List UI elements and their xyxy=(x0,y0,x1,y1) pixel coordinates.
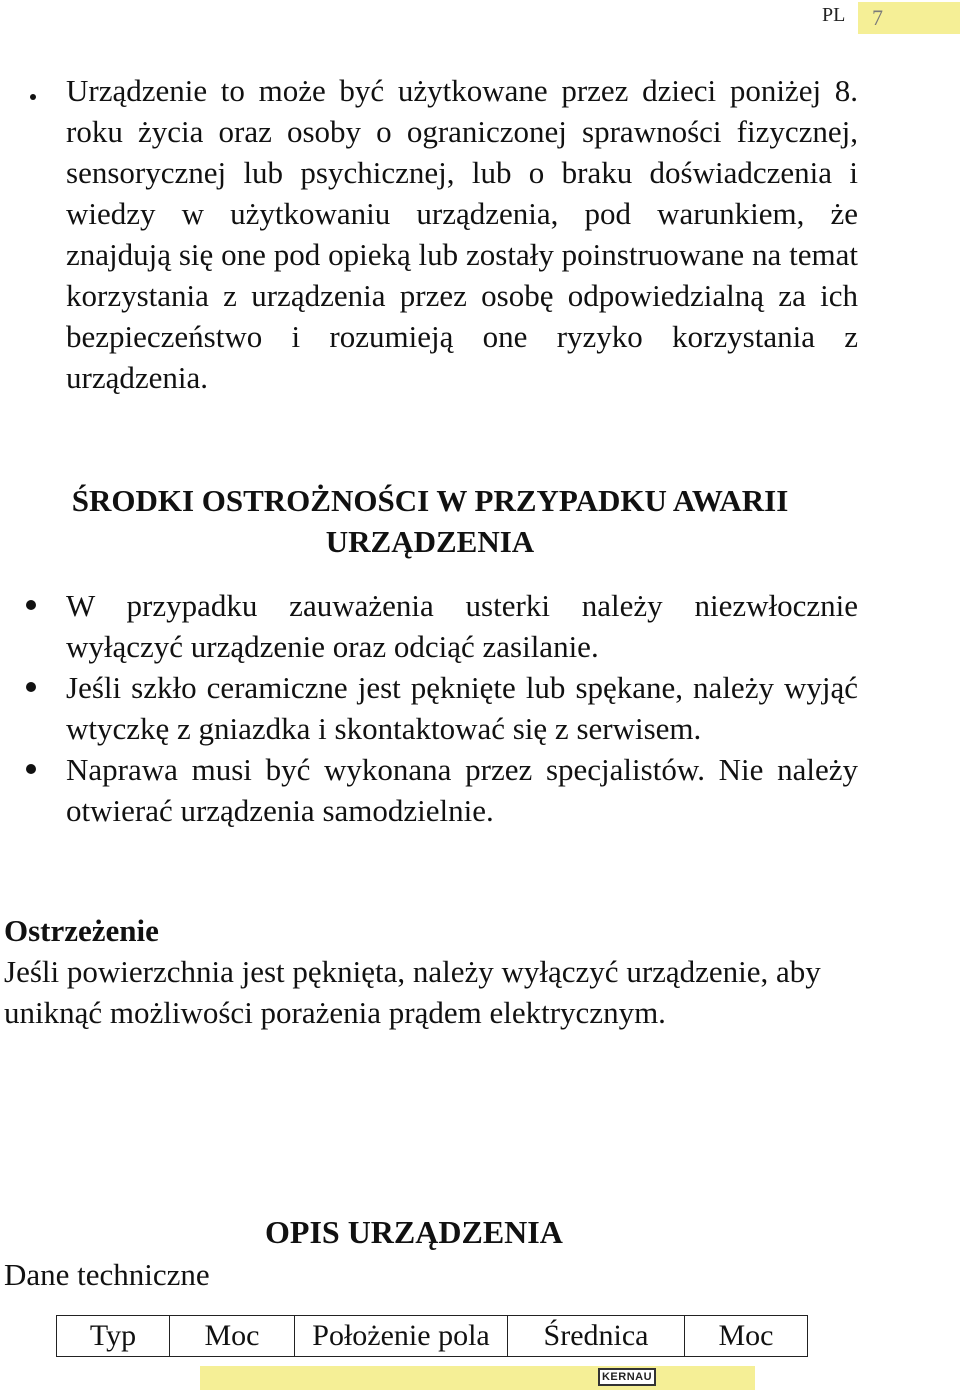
page-number: 7 xyxy=(858,2,960,34)
table-header-cell: Typ xyxy=(57,1316,170,1357)
page-language: PL xyxy=(822,4,846,26)
warning-text: Jeśli powierzchnia jest pęknięta, należy wyłączyć urządzenie, aby uniknąć możliwości porażenia prądem elektrycznym. xyxy=(4,954,821,1030)
bullet-icon xyxy=(26,764,36,774)
intro-paragraph: Urządzenie to może być użytkowane przez dzieci poniżej 8. roku życia oraz osoby o ograniczonej sprawności fizycznej, sensorycznej lub psychicznej, lub o braku doświadczenia i wiedzy w użytkowaniu urządzenia, pod warunkiem, że znajdują się one pod opieką lub zostały poinstruowane na temat korzystania z urządzenia przez osobę odpowiedzialną za ich bezpieczeństwo i rozumieją one ryzyko korzystania z urządzenia. xyxy=(66,73,858,395)
table-header-cell: Moc xyxy=(170,1316,295,1357)
precautions-list xyxy=(66,585,858,831)
technical-data-label: Dane techniczne xyxy=(4,1257,210,1292)
footer-band xyxy=(200,1366,755,1390)
list-item xyxy=(66,585,858,667)
bullet-icon xyxy=(26,682,36,692)
table-header-row xyxy=(57,1316,808,1357)
list-item xyxy=(66,667,858,749)
list-item xyxy=(66,749,858,831)
warning-title: Ostrzeżenie xyxy=(4,913,159,948)
brand-logo: KERNAU xyxy=(598,1368,656,1386)
bullet-icon xyxy=(26,600,36,610)
bullet-dot xyxy=(30,94,36,100)
section-title-line-1: ŚRODKI OSTROŻNOŚCI W PRZYPADKU AWARII xyxy=(71,483,789,518)
table-header-cell: Średnica xyxy=(508,1316,685,1357)
table-header-cell: Położenie pola xyxy=(295,1316,508,1357)
list-item-text: Naprawa musi być wykonana przez specjalistów. Nie należy otwierać urządzenia samodzielnie. xyxy=(66,752,858,828)
spec-table xyxy=(56,1315,808,1357)
section-title xyxy=(0,480,860,562)
list-item-text: W przypadku zauważenia usterki należy niezwłocznie wyłączyć urządzenie oraz odciąć zasilanie. xyxy=(66,588,858,664)
section-title-line-2: URZĄDZENIA xyxy=(325,524,535,559)
warning-block xyxy=(4,910,864,1033)
table-header-cell: Moc xyxy=(685,1316,808,1357)
description-title: OPIS URZĄDZENIA xyxy=(265,1214,563,1250)
list-item-text: Jeśli szkło ceramiczne jest pęknięte lub spękane, należy wyjąć wtyczkę z gniazdka i skontaktować się z serwisem. xyxy=(66,670,858,746)
